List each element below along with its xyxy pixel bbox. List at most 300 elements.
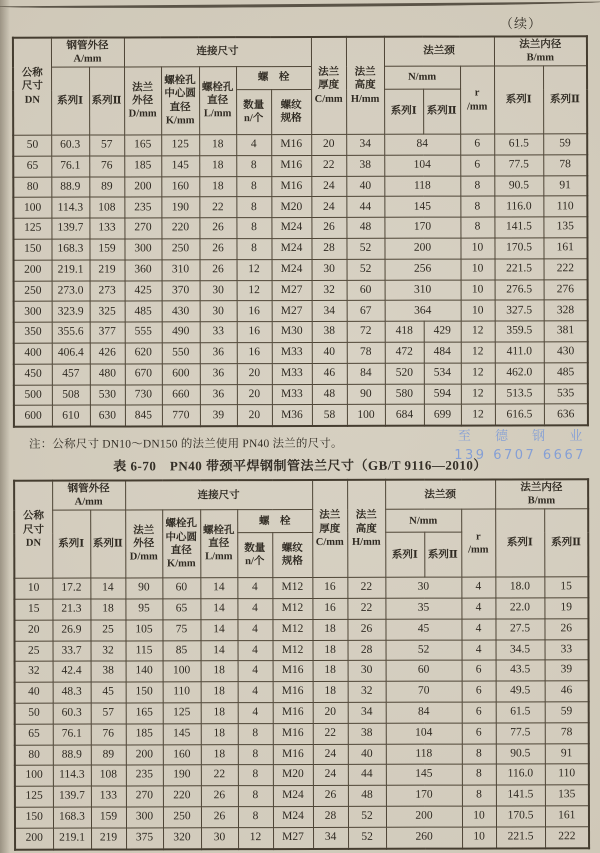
cell-bolt-hole: 26: [199, 239, 236, 260]
cell-r: 10: [462, 827, 496, 848]
cell-bolt-hole: 18: [201, 703, 238, 724]
cell-thickness: 30: [312, 259, 347, 280]
cell-bore-series1: 49.5: [496, 681, 545, 702]
cell-bolt-qty: 12: [237, 259, 272, 280]
cell-n-span: 45: [385, 619, 461, 640]
cell-flange-od: 730: [125, 384, 162, 405]
col-header-bolt: 螺 栓: [236, 66, 311, 89]
col-header-a-series2: 系列Ⅱ: [89, 67, 124, 135]
cell-bore-series2: 19: [544, 598, 588, 619]
cell-a-series1: 114.3: [51, 197, 89, 218]
cell-a-series1: 60.3: [53, 703, 91, 724]
cell-bolt-hole: 30: [201, 827, 238, 848]
cell-bolt-hole: 30: [200, 280, 237, 301]
cell-a-series2: 76: [91, 724, 126, 745]
cell-r: 6: [462, 681, 496, 702]
cell-dn: 250: [14, 281, 52, 302]
cell-a-series2: 273: [90, 281, 125, 302]
cell-bore-series2: 39: [545, 660, 589, 681]
table-row: [13, 155, 587, 177]
cell-flange-od: 425: [125, 280, 162, 301]
cell-bolt-hole: 26: [199, 218, 236, 239]
cell-a-series1: 26.9: [52, 620, 90, 641]
cell-a-series2: 25: [90, 620, 125, 641]
cell-height: 40: [346, 176, 384, 197]
col-header-flange-od: 法兰 外径 D/mm: [125, 510, 162, 578]
cell-n-span: 84: [386, 702, 462, 723]
cell-thread-spec: M16: [273, 723, 313, 744]
cell-bolt-circle: 220: [163, 786, 201, 807]
table-header: [13, 36, 587, 135]
cell-bolt-hole: 14: [200, 619, 237, 640]
cell-bore-series1: 116.0: [496, 764, 545, 785]
cell-r: 4: [461, 619, 495, 640]
cell-dn: 15: [14, 599, 52, 620]
cell-r: 6: [460, 155, 494, 176]
table-row: [14, 279, 588, 301]
table-row: [15, 826, 589, 849]
cell-dn: 300: [14, 302, 52, 323]
cell-bore-series2: 381: [544, 321, 588, 342]
cell-a-series1: 457: [52, 364, 90, 385]
cell-r: 4: [461, 598, 495, 619]
col-header-bolt-circle: 螺栓孔 中心圆 直径 K/mm: [162, 510, 200, 578]
cell-flange-od: 185: [126, 724, 163, 745]
cell-height: 34: [346, 134, 384, 155]
cell-dn: 80: [13, 177, 51, 198]
col-header-height: 法兰 高度 H/mm: [347, 480, 385, 578]
cell-bore-series1: 327.5: [495, 300, 544, 321]
cell-bore-series1: 34.5: [496, 639, 545, 660]
cell-thickness: 58: [312, 405, 347, 426]
col-header-connection: 连接尺寸: [124, 37, 311, 67]
cell-n-span: 364: [385, 300, 461, 321]
cell-bolt-circle: 310: [162, 260, 200, 281]
cell-a-series1: 406.4: [52, 343, 90, 364]
col-header-pipe-od: 钢管外径 A/mm: [51, 37, 124, 67]
cell-bore-series2: 161: [545, 806, 589, 827]
cell-bolt-hole: 14: [200, 578, 237, 599]
cell-a-series2: 18: [90, 599, 125, 620]
cell-r: 4: [462, 640, 496, 661]
cell-a-series1: 139.7: [51, 218, 89, 239]
cell-bolt-qty: 8: [238, 744, 273, 765]
cell-bore-series1: 276.5: [495, 279, 544, 300]
cell-flange-od: 555: [125, 322, 162, 343]
cell-bolt-qty: 4: [238, 661, 273, 682]
table-row: [15, 764, 589, 786]
cell-dn: 50: [15, 703, 53, 724]
col-header-b-series2: 系列Ⅱ: [543, 66, 587, 134]
cell-bore-series2: 161: [544, 238, 588, 259]
cell-a-series2: 108: [91, 765, 126, 786]
cell-r: 6: [460, 134, 494, 155]
cell-r: 8: [460, 196, 494, 217]
col-header-thickness: 法兰 厚度 C/mm: [312, 480, 347, 578]
cell-flange-od: 360: [125, 260, 162, 281]
cell-bore-series2: 59: [545, 702, 589, 723]
table-header: [14, 479, 588, 578]
table-row: [13, 217, 587, 239]
table-row: [14, 618, 588, 640]
cell-a-series1: 60.3: [51, 135, 89, 156]
cell-height: 72: [347, 321, 385, 342]
cell-bolt-circle: 160: [161, 176, 199, 197]
cell-thickness: 20: [313, 702, 348, 723]
cell-bore-series2: 26: [545, 618, 589, 639]
cell-a-series2: 426: [90, 343, 125, 364]
col-header-n-series2: 系列Ⅱ: [423, 89, 460, 134]
cell-bolt-circle: 110: [163, 682, 201, 703]
table-row: [15, 785, 589, 807]
cell-a-series2: 480: [90, 364, 125, 385]
cell-thickness: 20: [311, 134, 346, 155]
cell-bore-series1: 18.0: [495, 577, 544, 598]
watermark-phone-number: 139 6707 6667: [454, 448, 586, 463]
col-header-bolt-qty: 数量 n/个: [236, 90, 271, 135]
cell-height: 28: [348, 640, 386, 661]
cell-thread-spec: M16: [271, 155, 311, 176]
cell-height: 38: [346, 155, 384, 176]
cell-thickness: 38: [312, 322, 347, 343]
cell-bore-series1: 411.0: [495, 342, 544, 363]
cell-bore-series1: 170.5: [495, 238, 544, 259]
col-header-dn: 公称 尺寸 DN: [14, 481, 52, 579]
col-header-thickness: 法兰 厚度 C/mm: [311, 37, 346, 135]
cell-r: 10: [461, 280, 495, 301]
cell-thread-spec: M33: [272, 342, 312, 363]
cell-thickness: 24: [311, 176, 346, 197]
cell-flange-od: 670: [125, 364, 162, 385]
cell-a-series1: 48.3: [53, 682, 91, 703]
cell-bolt-circle: 770: [162, 405, 200, 426]
cell-thread-spec: M27: [272, 280, 312, 301]
cell-bolt-hole: 18: [199, 176, 236, 197]
cell-r: 12: [461, 404, 495, 425]
cell-flange-od: 165: [126, 703, 163, 724]
cell-bolt-circle: 490: [162, 322, 200, 343]
cell-n-series1: 684: [385, 405, 424, 426]
cell-dn: 20: [14, 620, 52, 641]
cell-flange-od: 90: [125, 578, 162, 599]
cell-thickness: 48: [312, 384, 347, 405]
cell-height: 78: [347, 342, 385, 363]
table-row: [15, 743, 589, 765]
cell-a-series1: 610: [52, 405, 90, 426]
cell-bolt-qty: 8: [238, 806, 273, 827]
cell-thread-spec: M33: [272, 384, 312, 405]
table-note: 注：公称尺寸 DN10～DN150 的法兰使用 PN40 法兰的尺寸。: [28, 438, 343, 451]
cell-bolt-circle: 100: [163, 661, 201, 682]
cell-r: 4: [461, 577, 495, 598]
cell-bore-series2: 135: [543, 217, 587, 238]
cell-r: 12: [461, 321, 495, 342]
cell-height: 22: [347, 577, 385, 598]
cell-r: 12: [461, 363, 495, 384]
cell-a-series2: 325: [90, 301, 125, 322]
cell-thickness: 18: [313, 661, 348, 682]
cell-r: 6: [462, 702, 496, 723]
cell-bolt-qty: 8: [238, 786, 273, 807]
cell-flange-od: 235: [126, 765, 163, 786]
cell-height: 34: [348, 702, 386, 723]
cell-dn: 65: [13, 156, 51, 177]
table-row: [14, 259, 588, 281]
cell-height: 48: [346, 217, 384, 238]
cell-n-series2: 699: [424, 404, 461, 425]
cell-bolt-circle: 250: [161, 239, 199, 260]
table-row: [15, 806, 589, 828]
cell-dn: 32: [15, 661, 53, 682]
cell-flange-od: 845: [125, 405, 162, 426]
cell-bolt-circle: 145: [163, 723, 201, 744]
cell-bolt-circle: 125: [161, 135, 199, 156]
cell-bolt-qty: 16: [237, 322, 272, 343]
col-header-b-series2: 系列Ⅱ: [544, 509, 588, 577]
cell-n-series2: 429: [424, 321, 461, 342]
cell-height: 100: [347, 405, 385, 426]
cell-bolt-circle: 430: [162, 301, 200, 322]
col-header-a-series1: 系列Ⅰ: [52, 510, 90, 578]
cell-thread-spec: M20: [273, 765, 313, 786]
table-row: [14, 404, 588, 427]
cell-bore-series1: 170.5: [496, 806, 545, 827]
cell-bolt-hole: 33: [200, 322, 237, 343]
cell-height: 52: [346, 238, 384, 259]
cell-bore-series1: 141.5: [496, 785, 545, 806]
cell-thread-spec: M12: [272, 619, 312, 640]
cell-a-series1: 219.1: [52, 260, 90, 281]
cell-bolt-circle: 370: [162, 280, 200, 301]
cell-thread-spec: M16: [273, 744, 313, 765]
cell-bore-series2: 328: [544, 300, 588, 321]
cell-a-series1: 355.6: [52, 322, 90, 343]
cell-dn: 50: [13, 135, 51, 156]
cell-dn: 100: [13, 198, 51, 219]
cell-bolt-qty: 4: [236, 135, 271, 156]
cell-n-series2: 594: [424, 384, 461, 405]
cell-bore-series2: 15: [544, 577, 588, 598]
cell-n-span: 52: [386, 640, 462, 661]
cell-bore-series2: 46: [545, 681, 589, 702]
cell-bore-series1: 90.5: [496, 743, 545, 764]
cell-a-series1: 42.4: [53, 661, 91, 682]
cell-bolt-qty: 20: [237, 405, 272, 426]
cell-bore-series2: 91: [545, 743, 589, 764]
cell-bore-series1: 77.5: [494, 155, 543, 176]
cell-bore-series2: 535: [544, 383, 588, 404]
cell-n-span: 84: [384, 134, 460, 155]
table-6-70-title: 表 6-70 PN40 带颈平焊钢制管法兰尺寸（GB/T 9116—2010）: [113, 457, 487, 474]
cell-r: 8: [462, 785, 496, 806]
cell-bolt-qty: 8: [236, 176, 271, 197]
cell-bore-series1: 221.5: [495, 259, 544, 280]
cell-dn: 350: [14, 322, 52, 343]
cell-bore-series1: 61.5: [496, 702, 545, 723]
cell-dn: 10: [14, 578, 52, 599]
cell-a-series1: 76.1: [51, 156, 89, 177]
cell-bolt-hole: 30: [200, 301, 237, 322]
table-body: [14, 577, 589, 849]
col-header-r: r /mm: [460, 66, 494, 134]
cell-height: 60: [347, 280, 385, 301]
cell-flange-od: 235: [124, 197, 161, 218]
cell-bolt-hole: 14: [201, 640, 238, 661]
cell-n-span: 200: [386, 806, 462, 827]
cell-n-span: 35: [385, 598, 461, 619]
cell-bolt-circle: 60: [162, 578, 200, 599]
cell-thread-spec: M27: [273, 827, 313, 848]
cell-thickness: 22: [311, 155, 346, 176]
col-header-bolt-circle: 螺栓孔 中心圆 直径 K/mm: [161, 67, 199, 135]
cell-dn: 40: [15, 682, 53, 703]
cell-bolt-qty: 8: [238, 765, 273, 786]
cell-flange-od: 485: [125, 301, 162, 322]
cell-r: 10: [460, 238, 494, 259]
cell-thickness: 22: [313, 723, 348, 744]
table-row: [13, 175, 587, 197]
table-row: [15, 722, 589, 744]
cell-a-series2: 57: [89, 135, 124, 156]
cell-dn: 450: [14, 364, 52, 385]
cell-r: 10: [462, 806, 496, 827]
cell-a-series2: 133: [89, 218, 124, 239]
cell-flange-od: 620: [125, 343, 162, 364]
continued-mark: （续）: [499, 16, 542, 31]
cell-thickness: 28: [311, 238, 346, 259]
cell-bolt-hole: 36: [200, 363, 237, 384]
cell-bore-series2: 110: [543, 196, 587, 217]
cell-bolt-circle: 145: [161, 156, 199, 177]
cell-thickness: 18: [313, 640, 348, 661]
cell-bolt-hole: 18: [201, 744, 238, 765]
col-header-a-series1: 系列Ⅰ: [51, 67, 89, 135]
table-row: [14, 383, 588, 405]
cell-flange-od: 95: [125, 599, 162, 620]
table-row: [14, 577, 588, 599]
cell-a-series2: 38: [91, 661, 126, 682]
cell-bolt-qty: 20: [237, 384, 272, 405]
cell-dn: 600: [14, 406, 52, 427]
cell-bore-series2: 135: [545, 785, 589, 806]
cell-bolt-circle: 600: [162, 364, 200, 385]
cell-bore-series1: 616.5: [495, 404, 544, 425]
cell-thickness: 24: [313, 744, 348, 765]
cell-height: 84: [347, 363, 385, 384]
col-header-n-mm: N/mm: [385, 509, 461, 532]
cell-n-span: 30: [385, 577, 461, 598]
cell-height: 22: [347, 598, 385, 619]
cell-bolt-hole: 26: [200, 259, 237, 280]
cell-bolt-qty: 8: [238, 723, 273, 744]
cell-bore-series1: 221.5: [496, 827, 545, 848]
cell-bolt-circle: 75: [162, 620, 200, 641]
cell-bolt-qty: 8: [236, 155, 271, 176]
cell-dn: 100: [15, 765, 53, 786]
cell-height: 32: [348, 681, 386, 702]
cell-a-series1: 17.2: [52, 578, 90, 599]
col-header-n-series2: 系列Ⅱ: [424, 532, 461, 577]
cell-thread-spec: M16: [271, 134, 311, 155]
cell-thread-spec: M24: [271, 238, 311, 259]
cell-bore-series1: 27.5: [496, 619, 545, 640]
cell-a-series2: 530: [90, 385, 125, 406]
cell-a-series2: 377: [90, 322, 125, 343]
cell-a-series1: 323.9: [52, 301, 90, 322]
cell-dn: 200: [14, 260, 52, 281]
cell-bore-series2: 78: [543, 155, 587, 176]
cell-dn: 80: [15, 745, 53, 766]
cell-flange-od: 200: [126, 744, 163, 765]
cell-bolt-hole: 36: [200, 343, 237, 364]
col-header-n-series1: 系列Ⅰ: [385, 532, 424, 577]
cell-bolt-qty: 12: [238, 827, 273, 848]
cell-bolt-qty: 8: [236, 239, 271, 260]
cell-n-series1: 580: [385, 384, 424, 405]
table-row: [14, 321, 588, 343]
cell-bolt-circle: 190: [161, 197, 199, 218]
flange-table-continued: [12, 35, 589, 428]
cell-thread-spec: M24: [273, 786, 313, 807]
cell-dn: 125: [13, 218, 51, 239]
cell-bolt-circle: 125: [163, 703, 201, 724]
cell-thread-spec: M24: [271, 218, 311, 239]
page-content: [12, 35, 588, 850]
cell-height: 26: [347, 619, 385, 640]
cell-flange-od: 270: [126, 786, 163, 807]
cell-bolt-qty: 16: [237, 301, 272, 322]
cell-thread-spec: M33: [272, 363, 312, 384]
cell-thread-spec: M16: [273, 661, 313, 682]
cell-dn: 200: [15, 828, 53, 849]
cell-bolt-hole: 39: [200, 405, 237, 426]
cell-a-series2: 630: [90, 405, 125, 426]
cell-thread-spec: M30: [272, 322, 312, 343]
cell-n-span: 310: [385, 280, 461, 301]
cell-dn: 25: [15, 641, 53, 662]
cell-bolt-circle: 85: [163, 640, 201, 661]
cell-a-series1: 88.9: [51, 177, 89, 198]
cell-height: 52: [348, 827, 386, 848]
flange-table-6-70: [13, 478, 590, 850]
cell-bolt-circle: 320: [163, 827, 201, 848]
cell-bore-series1: 513.5: [495, 383, 544, 404]
cell-a-series1: 139.7: [53, 786, 91, 807]
cell-bolt-hole: 14: [200, 599, 237, 620]
cell-thickness: 28: [313, 806, 348, 827]
cell-a-series2: 14: [90, 578, 125, 599]
cell-height: 52: [347, 259, 385, 280]
cell-n-span: 260: [386, 827, 462, 848]
cell-bore-series1: 77.5: [496, 723, 545, 744]
cell-bolt-hole: 18: [199, 135, 236, 156]
cell-bolt-circle: 250: [163, 807, 201, 828]
cell-bolt-qty: 4: [237, 619, 272, 640]
table-row: [15, 702, 589, 724]
cell-flange-od: 105: [125, 620, 162, 641]
cell-dn: 125: [15, 786, 53, 807]
cell-thread-spec: M20: [271, 197, 311, 218]
cell-a-series1: 219.1: [53, 828, 91, 849]
cell-thickness: 26: [311, 218, 346, 239]
cell-bolt-qty: 20: [237, 363, 272, 384]
cell-bore-series1: 116.0: [494, 196, 543, 217]
cell-bore-series2: 91: [543, 175, 587, 196]
cell-bolt-hole: 18: [201, 723, 238, 744]
cell-a-series2: 159: [91, 807, 126, 828]
cell-r: 8: [462, 744, 496, 765]
cell-height: 67: [347, 301, 385, 322]
